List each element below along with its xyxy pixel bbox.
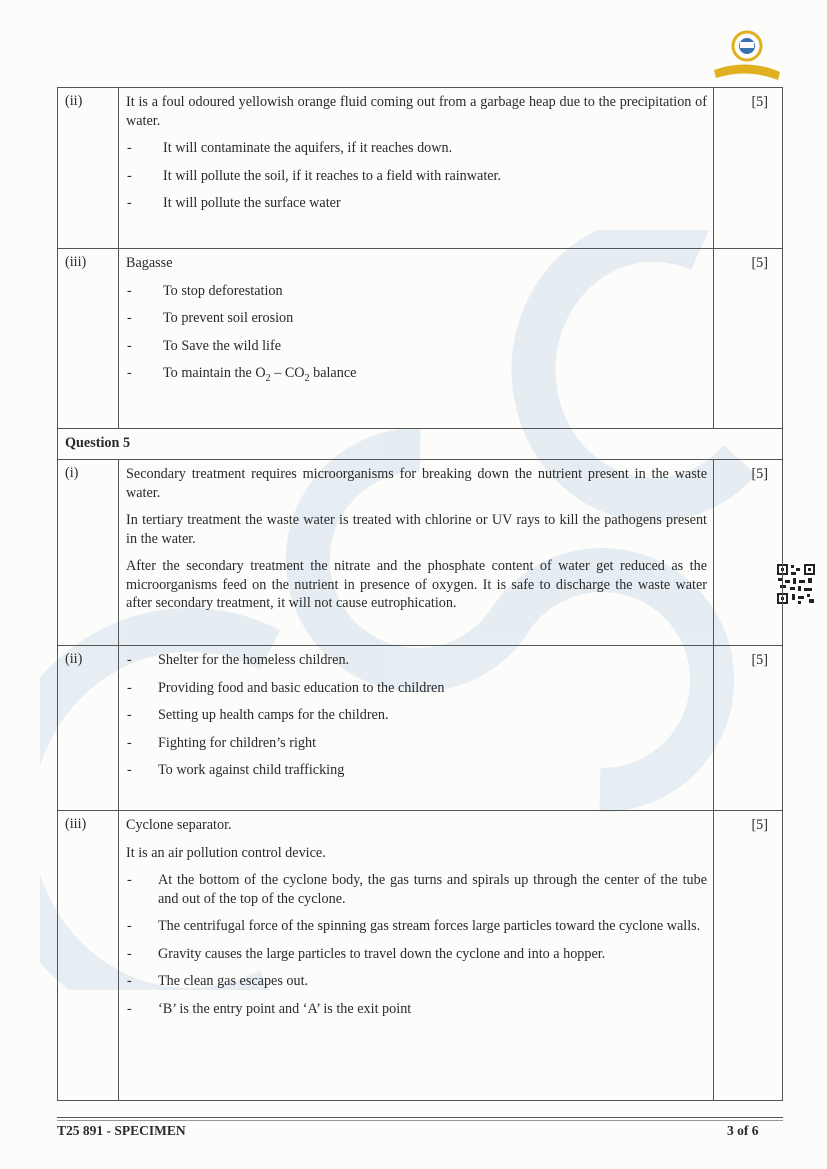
- question-heading: Question 5: [58, 429, 783, 460]
- list-item: [126, 917, 707, 936]
- answer-text: Bagasse: [126, 255, 173, 271]
- marking-scheme-table: [57, 87, 783, 1101]
- answer-text: It is a foul odoured yellowish orange fluid coming out from a garbage heap due to the precipitation of water.: [126, 94, 707, 129]
- bullet-dash: -: [127, 337, 132, 354]
- list-item-text: It will pollute the soil, if it reaches to a field with rainwater.: [163, 167, 502, 184]
- list-item: [126, 972, 707, 991]
- bullet-dash: -: [127, 140, 132, 156]
- list-item: [126, 945, 707, 964]
- list-item-text: To maintain the $O_2 - CO_2$ balance: [163, 365, 357, 384]
- page-number: 3 of 6: [727, 1123, 759, 1138]
- list-item: [126, 364, 707, 388]
- bullet-dash: -: [127, 679, 132, 696]
- bullet-dash: -: [127, 918, 132, 934]
- list-item: [126, 282, 707, 301]
- bullet-dash: -: [127, 652, 132, 668]
- list-item: [126, 139, 707, 158]
- list-item-text: To work against child trafficking: [158, 762, 345, 778]
- marks: [5]: [714, 88, 783, 249]
- bullet-dash: -: [127, 282, 132, 299]
- footer-divider: [57, 1117, 783, 1118]
- question-number: (iii): [58, 249, 119, 429]
- list-item: [126, 706, 707, 725]
- marks: [5]: [714, 811, 783, 1101]
- list-item-text: Gravity causes the large particles to travel down the cyclone and into a hopper.: [158, 945, 606, 962]
- list-item-text: To prevent soil erosion: [163, 310, 294, 326]
- answer-text: Secondary treatment requires microorganisms for breaking down the nutrient present in the waste water.: [126, 466, 707, 501]
- list-item: [126, 167, 707, 186]
- list-item-text: It will contaminate the aquifers, if it reaches down.: [163, 140, 453, 156]
- marks: [5]: [714, 646, 783, 811]
- bullet-dash: -: [127, 1000, 132, 1017]
- bullet-dash: -: [127, 310, 132, 326]
- list-item-text: At the bottom of the cyclone body, the gas turns and spirals up through the center of the tube and out of the top of the cyclone.: [158, 872, 707, 907]
- answer-body: [119, 646, 714, 811]
- marks: [5]: [714, 460, 783, 646]
- bullet-dash: -: [127, 365, 132, 381]
- bullet-dash: -: [127, 762, 132, 778]
- answer-row-q5-ii: [58, 646, 783, 811]
- answer-body: [119, 460, 714, 646]
- marks: [5]: [714, 249, 783, 429]
- question-number: (ii): [58, 646, 119, 811]
- list-item-text: Shelter for the homeless children.: [158, 652, 350, 668]
- list-item: [126, 337, 707, 356]
- list-item: [126, 309, 707, 328]
- answer-body: [119, 811, 714, 1101]
- list-item: [126, 1000, 707, 1019]
- bullet-dash: -: [127, 973, 132, 989]
- bullet-dash: -: [127, 945, 132, 962]
- paper-code: T25 891 - SPECIMEN: [57, 1123, 186, 1138]
- question-number: (iii): [58, 811, 119, 1101]
- bullet-dash: -: [127, 734, 132, 751]
- list-item: [126, 194, 707, 213]
- list-item-text: Setting up health camps for the children.: [158, 707, 389, 723]
- footer-divider-thin: [57, 1120, 783, 1121]
- list-item: [126, 734, 707, 753]
- list-item-text: To Save the wild life: [163, 337, 281, 354]
- list-item: [126, 761, 707, 780]
- bullet-dash: -: [127, 195, 132, 211]
- list-item: [126, 651, 707, 670]
- list-item: [126, 679, 707, 698]
- answer-body: [119, 249, 714, 429]
- list-item-text: Fighting for children’s right: [158, 734, 317, 751]
- list-item-text: It will pollute the surface water: [163, 195, 341, 211]
- bullet-dash: -: [127, 872, 132, 888]
- list-item-text: To stop deforestation: [163, 282, 283, 299]
- answer-text: It is an air pollution control device.: [126, 844, 326, 861]
- answer-text: After the secondary treatment the nitrate and the phosphate content of water get reduced as the microorganisms feed on the nutrient in presence of oxygen. It is safe to discharge the waste water after secondary treatment, it will not cause eutrophication.: [126, 558, 707, 611]
- answer-row-q5-iii: [58, 811, 783, 1101]
- list-item-text: ‘B’ is the entry point and ‘A’ is the exit point: [158, 1000, 412, 1017]
- council-logo: [710, 28, 784, 84]
- list-item-text: Providing food and basic education to the children: [158, 679, 445, 696]
- list-item: [126, 871, 707, 908]
- bullet-dash: -: [127, 707, 132, 723]
- answer-row-q4-iii: [58, 249, 783, 429]
- list-item-text: The centrifugal force of the spinning gas stream forces large particles toward the cyclone walls.: [158, 918, 701, 934]
- bullet-dash: -: [127, 167, 132, 184]
- answer-body: [119, 88, 714, 249]
- question-heading-row: [58, 429, 783, 460]
- answer-row-q4-ii: [58, 88, 783, 249]
- answer-row-q5-i: [58, 460, 783, 646]
- question-number: (ii): [58, 88, 119, 249]
- question-number: (i): [58, 460, 119, 646]
- answer-text: In tertiary treatment the waste water is treated with chlorine or UV rays to kill the pathogens present in the water.: [126, 512, 707, 547]
- answer-text: Cyclone separator.: [126, 817, 232, 833]
- list-item-text: The clean gas escapes out.: [158, 973, 309, 989]
